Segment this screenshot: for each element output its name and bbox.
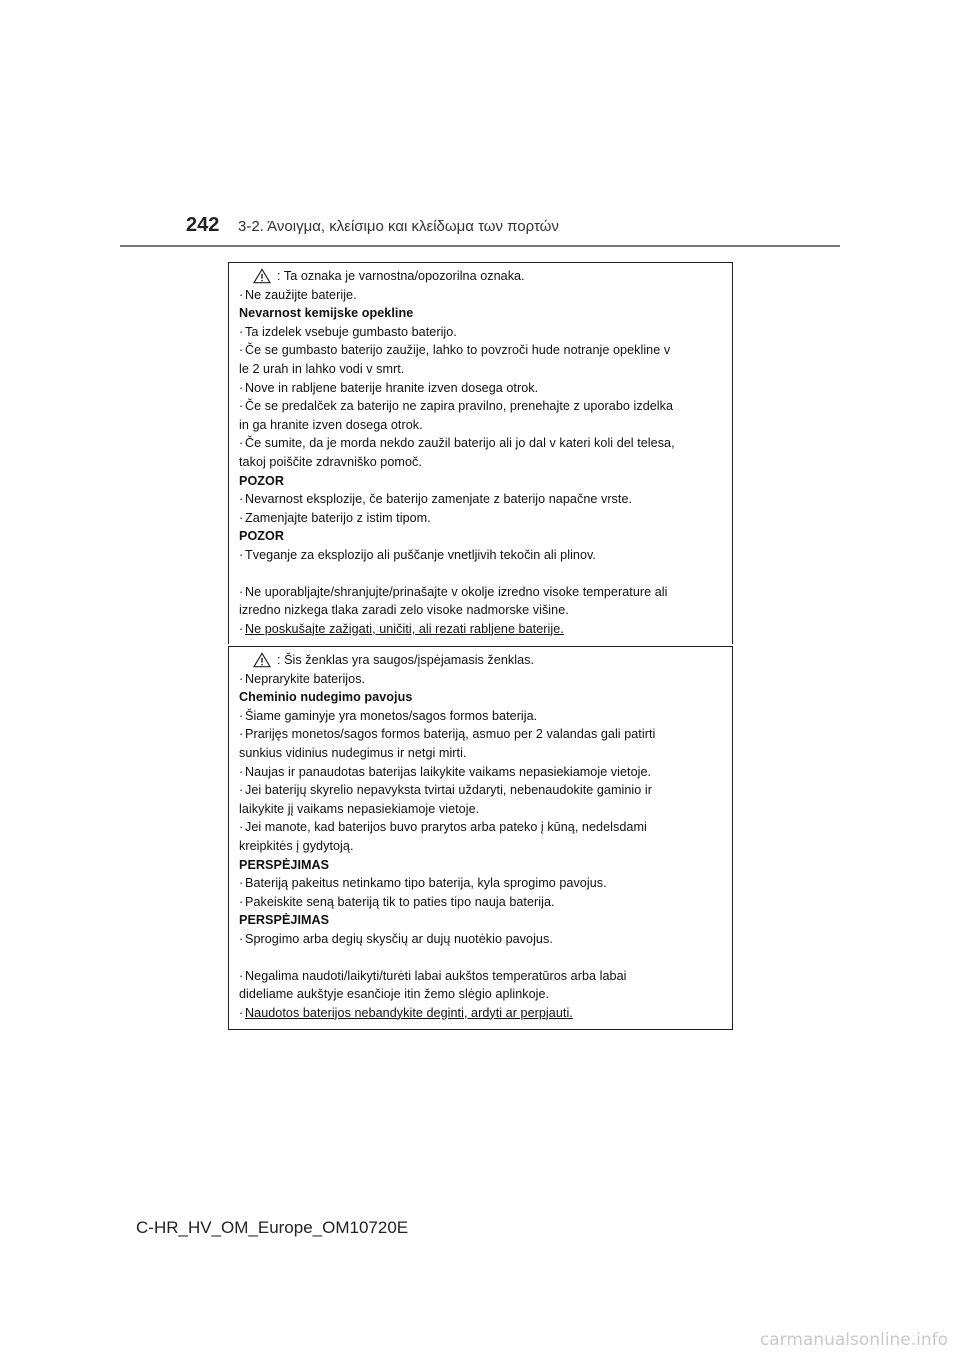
bullet-dot: · <box>239 968 244 983</box>
line-text: kreipkitės į gydytoją. <box>239 838 354 853</box>
line-text: Negalima naudoti/laikyti/turėti labai aukštos temperatūros arba labai <box>245 968 627 983</box>
notice-heading <box>239 472 722 491</box>
bullet-dot: · <box>239 764 244 779</box>
warning-line <box>239 267 722 286</box>
bullet-dot: · <box>239 708 244 723</box>
line-text: Neprarykite baterijos. <box>245 671 366 686</box>
line-text: Jei baterijų skyrelio nepavyksta tvirtai uždaryti, nebenaudokite gaminio ir <box>245 783 652 798</box>
line-text: Tveganje za eksplozijo ali puščanje vnetljivih tekočin ali plinov. <box>245 547 596 562</box>
warning-triangle-icon <box>253 652 271 668</box>
bullet-dot: · <box>239 876 244 891</box>
line-text: Nove in rabljene baterije hranite izven dosega otrok. <box>245 380 539 395</box>
notice-line <box>239 323 722 342</box>
page-header <box>186 214 559 242</box>
line-text: Bateriją pakeitus netinkamo tipo baterija, kyla sprogimo pavojus. <box>245 876 607 891</box>
line-text: POZOR <box>239 473 285 488</box>
notice-line <box>239 967 722 986</box>
notice-line <box>239 837 722 856</box>
line-text: izredno nizkega tlaka zaradi zelo visoke nadmorske višine. <box>239 603 569 618</box>
bullet-dot: · <box>239 931 244 946</box>
bullet-dot: · <box>239 436 244 451</box>
bullet-dot: · <box>239 584 244 599</box>
bullet-dot: · <box>239 671 244 686</box>
bullet-dot: · <box>239 547 244 562</box>
line-text: le 2 urah in lahko vodi v smrt. <box>239 361 405 376</box>
bullet-dot: · <box>239 510 244 525</box>
line-text: Naujas ir panaudotas baterijas laikykite vaikams nepasiekiamoje vietoje. <box>245 764 652 779</box>
line-text: Ta izdelek vsebuje gumbasto baterijo. <box>245 324 457 339</box>
notice-heading <box>239 304 722 323</box>
line-text: Cheminio nudegimo pavojus <box>239 690 413 705</box>
line-text: PERSPĖJIMAS <box>239 913 330 928</box>
notice-line <box>239 1004 722 1023</box>
warning-line <box>239 651 722 670</box>
line-text: Če sumite, da je morda nekdo zaužil baterijo ali jo dal v kateri koli del telesa, <box>245 436 675 451</box>
notice-box-lithuanian <box>228 646 733 1030</box>
line-text: Jei manote, kad baterijos buvo prarytos arba pateko į kūną, nedelsdami <box>245 820 647 835</box>
line-text: Sprogimo arba degių skysčių ar dujų nuotėkio pavojus. <box>245 931 553 946</box>
line-text: Če se gumbasto baterijo zaužije, lahko to povzroči hude notranje opekline v <box>245 343 671 358</box>
line-text: Šiame gaminyje yra monetos/sagos formos baterija. <box>245 708 538 723</box>
bullet-dot: · <box>239 324 244 339</box>
notice-heading <box>239 911 722 930</box>
line-text: Ne zaužijte baterije. <box>245 287 357 302</box>
notice-line <box>239 800 722 819</box>
line-text: Nevarnost eksplozije, če baterijo zamenjate z baterijo napačne vrste. <box>245 492 633 507</box>
bullet-dot: · <box>239 380 244 395</box>
line-text: Naudotos baterijos nebandykite deginti, ardyti ar perpjauti. <box>245 1005 573 1020</box>
notice-line <box>239 985 722 1004</box>
notice-line <box>239 620 722 639</box>
notice-line <box>239 379 722 398</box>
notice-heading <box>239 856 722 875</box>
bullet-dot: · <box>239 621 244 636</box>
line-text: dideliame aukštyje esančioje itin žemo slėgio aplinkoje. <box>239 987 550 1002</box>
notice-line <box>239 416 722 435</box>
bullet-dot: · <box>239 399 244 414</box>
notice-line <box>239 341 722 360</box>
bullet-dot: · <box>239 492 244 507</box>
notice-line <box>239 583 722 602</box>
notice-line <box>239 781 722 800</box>
notice-line <box>239 453 722 472</box>
notice-line <box>239 434 722 453</box>
notice-box-slovenian <box>228 262 733 644</box>
line-text: Zamenjajte baterijo z istim tipom. <box>245 510 431 525</box>
notice-line <box>239 601 722 620</box>
notice-line <box>239 509 722 528</box>
bullet-dot: · <box>239 1005 244 1020</box>
notice-line <box>239 490 722 509</box>
line-text: in ga hranite izven dosega otrok. <box>239 417 423 432</box>
bullet-dot: · <box>239 820 244 835</box>
warning-triangle-icon <box>253 268 271 284</box>
warning-text: : Šis ženklas yra saugos/įspėjamasis ženklas. <box>277 653 535 667</box>
line-text: Ne poskušajte zažigati, uničiti, ali rezati rabljene baterije. <box>245 621 564 636</box>
line-text: Če se predalček za baterijo ne zapira pravilno, prenehajte z uporabo izdelka <box>245 399 674 414</box>
header-divider <box>120 245 840 247</box>
notice-line <box>239 744 722 763</box>
watermark: carmanualsonline.info <box>759 1330 948 1350</box>
section-title: 3-2. Άνοιγμα, κλείσιμο και κλείδωμα των πορτών <box>238 218 559 235</box>
notice-line <box>239 874 722 893</box>
notice-line <box>239 725 722 744</box>
notice-line <box>239 397 722 416</box>
notice-line <box>239 360 722 379</box>
line-text: Ne uporabljajte/shranjujte/prinašajte v okolje izredno visoke temperature ali <box>245 584 668 599</box>
page-number: 242 <box>186 214 220 236</box>
line-text: takoj poiščite zdravniško pomoč. <box>239 454 422 469</box>
notice-line <box>239 893 722 912</box>
document-id: C-HR_HV_OM_Europe_OM10720E <box>136 1218 409 1237</box>
notice-line <box>239 670 722 689</box>
line-text: Prarijęs monetos/sagos formos bateriją, asmuo per 2 valandas gali patirti <box>245 727 656 742</box>
notice-line <box>239 546 722 565</box>
notice-line <box>239 818 722 837</box>
notice-line <box>239 763 722 782</box>
line-text: sunkius vidinius nudegimus ir netgi mirti. <box>239 745 467 760</box>
notice-heading <box>239 688 722 707</box>
line-text: Nevarnost kemijske opekline <box>239 306 414 321</box>
bullet-dot: · <box>239 783 244 798</box>
bullet-dot: · <box>239 343 244 358</box>
notice-line <box>239 707 722 726</box>
line-text: Pakeiskite seną bateriją tik to paties tipo nauja baterija. <box>245 894 555 909</box>
bullet-dot: · <box>239 727 244 742</box>
line-text: PERSPĖJIMAS <box>239 857 330 872</box>
notice-line <box>239 286 722 305</box>
notice-heading <box>239 527 722 546</box>
line-text: POZOR <box>239 529 285 544</box>
bullet-dot: · <box>239 894 244 909</box>
warning-text: : Ta oznaka je varnostna/opozorilna oznaka. <box>277 269 525 283</box>
line-text: laikykite jį vaikams nepasiekiamoje vietoje. <box>239 801 480 816</box>
bullet-dot: · <box>239 287 244 302</box>
notice-line <box>239 930 722 949</box>
